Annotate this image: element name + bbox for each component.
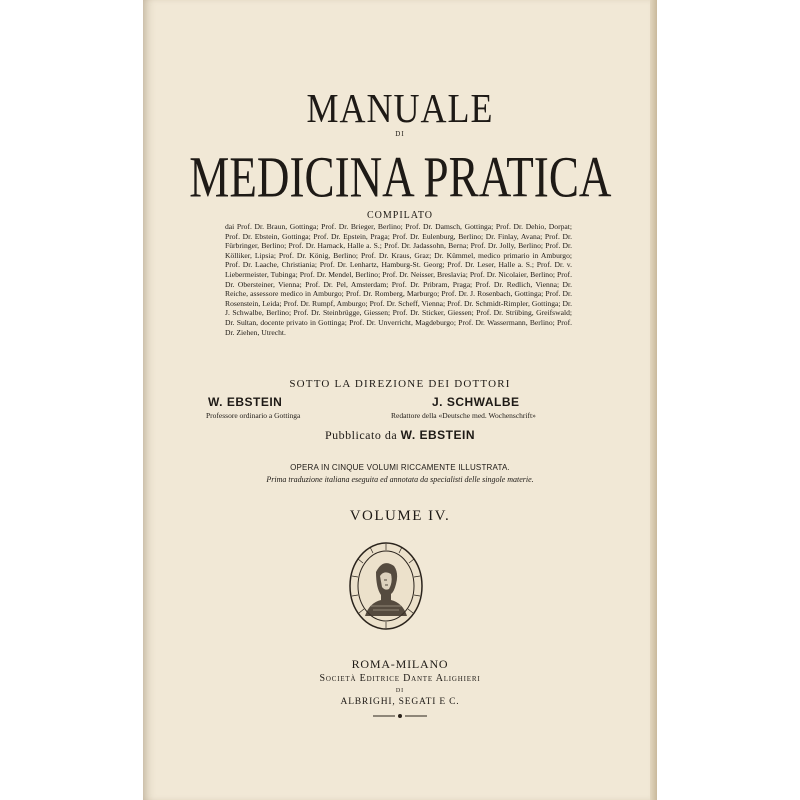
direction-heading: SOTTO LA DIREZIONE DEI DOTTORI [289, 378, 511, 390]
opera-description: OPERA IN CINQUE VOLUMI RICCAMENTE ILLUSTRATA. [290, 463, 510, 472]
title-di: DI [395, 130, 405, 138]
editor-role-ebstein: Professore ordinario a Gottinga [206, 411, 301, 420]
volume-number: VOLUME IV. [349, 508, 451, 524]
editor-name-schwalbe: J. SCHWALBE [432, 395, 520, 409]
title-line-manuale: MANUALE [306, 85, 494, 132]
title-line-medicina-pratica: MEDICINA PRATICA [189, 144, 612, 209]
editor-name-ebstein: W. EBSTEIN [208, 395, 283, 409]
published-by-line [143, 428, 657, 443]
translation-note: Prima traduzione italiana eseguita ed annotata da specialisti delle singole materie. [266, 475, 534, 484]
ornamental-rule-icon [371, 713, 429, 719]
publisher-name: Società Editrice Dante Alighieri [319, 673, 481, 684]
dante-portrait-seal-icon [347, 540, 425, 632]
printer-name: ALBRIGHI, SEGATI E C. [340, 697, 460, 707]
publisher-di: DI [395, 688, 405, 694]
editor-role-schwalbe: Redattore della «Deutsche med. Wochenschrift» [391, 411, 536, 420]
title-page [143, 0, 657, 800]
publisher-seal [347, 540, 425, 632]
page-content [143, 0, 657, 800]
publication-city: ROMA-MILANO [351, 657, 449, 671]
contributors-list: dai Prof. Dr. Braun, Gottinga; Prof. Dr. Brieger, Berlino; Prof. Dr. Damsch, Gottinga; Prof. Dr. Dehio, Dorpat; Prof. Dr. Ebstein, Gottinga; Prof. Dr. Epstein, Praga; Prof. Dr. Eulenburg, Berlino; Dr. Finlay, Avana; Prof. Dr. Fürbringer, Berlino; Prof. Dr. Harnack, Halle a. S.; Prof. Dr. Jadassohn, Berna; Prof. Dr. Jolly, Berlino; Prof. Dr. Kölliker, Lipsia; Prof. Dr. König, Berlino; Prof. Dr. Kraus, Graz; Dr. Kümmel, medico primario in Amburgo; Prof. Dr. Laache, Christiania; Prof. Dr. Lenhartz, Hamburg-St. Georg; Prof. Dr. Leser, Halle a. S.; Prof. Dr. v. Liebermeister, Tubinga; Prof. Dr. Mendel, Berlino; Prof. Dr. Neisser, Breslavia; Prof. Dr. Nicolaier, Berlino; Prof. Dr. Obersteiner, Vienna; Prof. Dr. Pel, Amsterdam; Prof. Dr. Pribram, Praga; Prof. Dr. Redlich, Vienna; Dr. Reiche, assessore medico in Amburgo; Prof. Dr. Romberg, Marburgo; Prof. Dr. J. Rosenbach, Gottinga; Prof. Dr. Rosenstein, Leida; Prof. Dr. Rumpf, Amburgo; Prof. Dr. Scheff, Vienna; Prof. Dr. Schmidt-Rimpler, Gottinga; Dr. J. Schwalbe, Berlino; Prof. Dr. Steinbrügge, Giessen; Prof. Dr. Sticker, Giessen; Prof. Dr. Strübing, Greifswald; Dr. Sultan, docente privato in Gottinga; Prof. Dr. Unverricht, Magdeburgo; Prof. Dr. Wassermann, Berlino; Prof. Dr. Ziehen, Utrecht. [225, 222, 572, 337]
published-by-prefix: Pubblicato da [325, 428, 398, 442]
published-by-name: W. EBSTEIN [400, 428, 475, 442]
compilato-label: COMPILATO [366, 210, 434, 221]
